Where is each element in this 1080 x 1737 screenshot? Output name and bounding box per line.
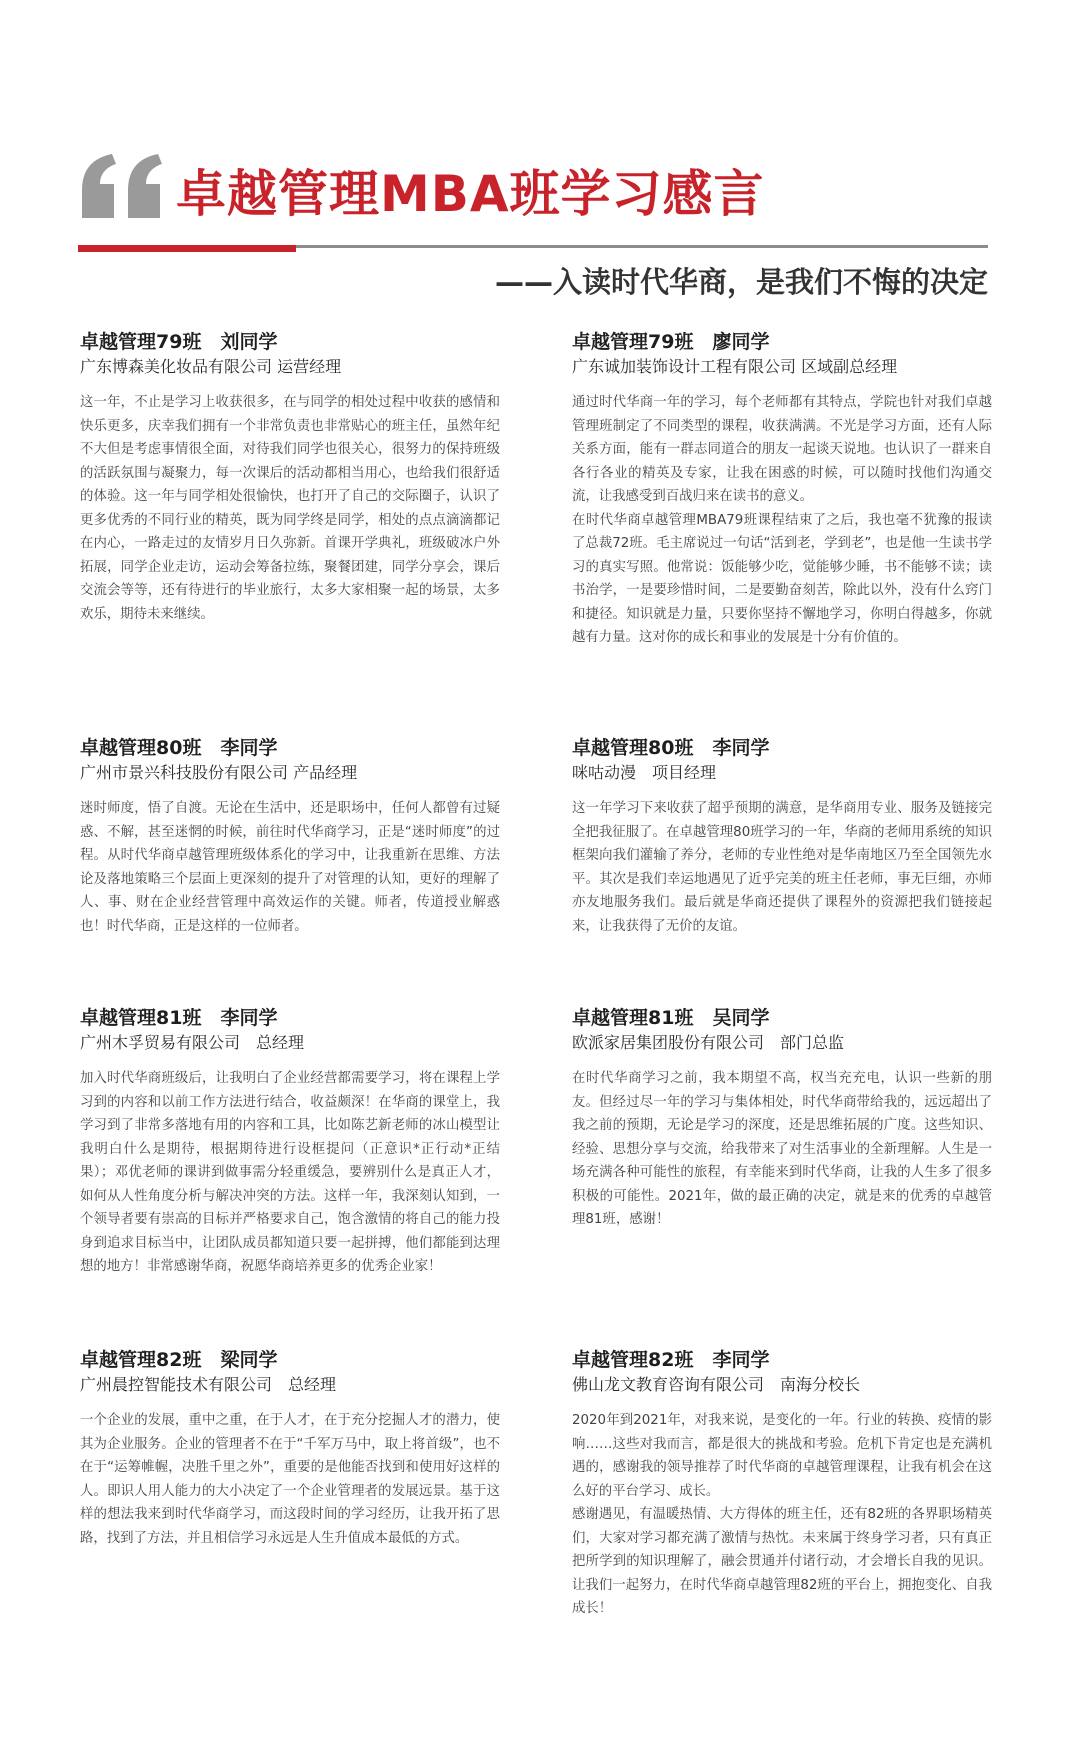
testimonial-company: 广州木孚贸易有限公司 总经理 bbox=[80, 1033, 305, 1052]
testimonial-title: 卓越管理80班 李同学 bbox=[572, 737, 770, 759]
testimonial-body bbox=[80, 391, 500, 626]
testimonial-body bbox=[80, 1409, 500, 1550]
testimonial-body bbox=[572, 391, 992, 650]
testimonial-title: 卓越管理82班 李同学 bbox=[572, 1349, 770, 1371]
testimonial-card bbox=[80, 330, 500, 626]
testimonial-title: 卓越管理81班 吴同学 bbox=[572, 1007, 770, 1029]
testimonial-card bbox=[80, 1348, 500, 1550]
testimonial-card bbox=[572, 1348, 992, 1621]
testimonial-card bbox=[80, 736, 500, 938]
testimonial-card bbox=[572, 330, 992, 650]
testimonial-body bbox=[572, 797, 992, 938]
testimonial-card bbox=[80, 1006, 500, 1279]
testimonial-company: 广州晨控智能技术有限公司 总经理 bbox=[80, 1375, 337, 1394]
testimonial-body bbox=[572, 1409, 992, 1621]
page-subtitle: ——入读时代华商，是我们不悔的决定 bbox=[494, 265, 988, 299]
title-accent-bar bbox=[78, 245, 296, 252]
testimonial-paragraph: 通过时代华商一年的学习，每个老师都有其特点，学院也针对我们卓越管理班制定了不同类型的课程，收获满满。不光是学习方面，还有人际关系方面，能有一群志同道合的朋友一起谈天说地。也认识了一群来自各行各业的精英及专家，让我在困惑的时候，可以随时找他们沟通交流，让我感受到百战归来在读书的意义。 bbox=[572, 395, 992, 504]
testimonial-title: 卓越管理79班 刘同学 bbox=[80, 331, 278, 353]
testimonial-paragraph: 迷时师度，悟了自渡。无论在生活中，还是职场中，任何人都曾有过疑惑、不解，甚至迷惘的时候，前往时代华商学习，正是“迷时师度”的过程。从时代华商卓越管理班级体系化的学习中，让我重新在思维、方法论及落地策略三个层面上更深刻的提升了对管理的认知，更好的理解了人、事、财在企业经营管理中高效运作的关键。师者，传道授业解惑也！时代华商，正是这样的一位师者。 bbox=[80, 801, 500, 934]
testimonial-company: 佛山龙文教育咨询有限公司 南海分校长 bbox=[572, 1375, 861, 1394]
testimonial-card bbox=[572, 1006, 992, 1232]
testimonial-company: 广州市景兴科技股份有限公司 产品经理 bbox=[80, 763, 358, 782]
testimonial-company: 广东诚加装饰设计工程有限公司 区域副总经理 bbox=[572, 357, 898, 376]
testimonial-paragraph: 加入时代华商班级后，让我明白了企业经营都需要学习，将在课程上学习到的内容和以前工作方法进行结合，收益颇深！在华商的课堂上，我学习到了非常多落地有用的内容和工具，比如陈艺新老师的冰山模型让我明白什么是期待，根据期待进行设框提问（正意识*正行动*正结果）；邓优老师的课讲到做事需分轻重缓急，要辨别什么是真正人才，如何从人性角度分析与解决冲突的方法。这样一年，我深刻认知到，一个领导者要有崇高的目标并严格要求自己，饱含激情的将自己的能力投身到追求目标当中，让团队成员都知道只要一起拼搏，他们都能到达理想的地方！非常感谢华商，祝愿华商培养更多的优秀企业家！ bbox=[80, 1071, 500, 1274]
testimonial-body bbox=[572, 1067, 992, 1232]
testimonial-title: 卓越管理80班 李同学 bbox=[80, 737, 278, 759]
testimonial-paragraph: 这一年，不止是学习上收获很多，在与同学的相处过程中收获的感情和快乐更多，庆幸我们拥有一个非常负责也非常贴心的班主任，虽然年纪不大但是考虑事情很全面，对待我们同学也很关心，很努力的保持班级的活跃氛围与凝聚力，每一次课后的活动都相当用心，也给我们很舒适的体验。这一年与同学相处很愉快，也打开了自己的交际圈子，认识了更多优秀的不同行业的精英，既为同学终是同学，相处的点点滴滴都记在内心，一路走过的友情岁月日久弥新。首课开学典礼，班级破冰户外拓展，同学企业走访，运动会筹备拉练，聚餐团建，同学分享会，课后交流会等等，还有待进行的毕业旅行，太多大家相聚一起的场景，太多欢乐，期待未来继续。 bbox=[80, 395, 500, 622]
testimonial-title: 卓越管理79班 廖同学 bbox=[572, 331, 770, 353]
testimonial-paragraph: 一个企业的发展，重中之重，在于人才，在于充分挖掘人才的潜力，使其为企业服务。企业的管理者不在于“千军万马中，取上将首级”，也不在于“运筹帷幄，决胜千里之外”，重要的是他能否找到和使用好这样的人。即识人用人能力的大小决定了一个企业管理者的发展远景。基于这样的想法我来到时代华商学习，而这段时间的学习经历，让我开拓了思路，找到了方法，并且相信学习永远是人生升值成本最低的方式。 bbox=[80, 1413, 500, 1546]
testimonial-paragraph: 2020年到2021年，对我来说，是变化的一年。行业的转换、疫情的影响……这些对我而言，都是很大的挑战和考验。危机下肯定也是充满机遇的，感谢我的领导推荐了时代华商的卓越管理课程，让我有机会在这么好的平台学习、成长。 bbox=[572, 1413, 992, 1499]
testimonial-title: 卓越管理82班 梁同学 bbox=[80, 1349, 278, 1371]
testimonial-company: 广东博森美化妆品有限公司 运营经理 bbox=[80, 357, 342, 376]
testimonial-paragraph: 这一年学习下来收获了超乎预期的满意，是华商用专业、服务及链接完全把我征服了。在卓越管理80班学习的一年，华商的老师用系统的知识框架向我们灌输了养分，老师的专业性绝对是华南地区乃至全国领先水平。其次是我们幸运地遇见了近乎完美的班主任老师，事无巨细，亦师亦友地服务我们。最后就是华商还提供了课程外的资源把我们链接起来，让我获得了无价的友谊。 bbox=[572, 801, 992, 934]
testimonial-paragraph: 在时代华商学习之前，我本期望不高，权当充充电，认识一些新的朋友。但经过尽一年的学习与集体相处，时代华商带给我的，远远超出了我之前的预期，无论是学习的深度，还是思维拓展的广度。这些知识、经验、思想分享与交流，给我带来了对生活事业的全新理解。人生是一场充满各种可能性的旅程，有幸能来到时代华商，让我的人生多了很多积极的可能性。2021年，做的最正确的决定，就是来的优秀的卓越管理81班，感谢！ bbox=[572, 1071, 992, 1227]
testimonial-company: 咪咕动漫 项目经理 bbox=[572, 763, 717, 782]
testimonial-body bbox=[80, 1067, 500, 1279]
testimonial-title: 卓越管理81班 李同学 bbox=[80, 1007, 278, 1029]
open-quote-icon bbox=[78, 152, 170, 222]
page-title: 卓越管理MBA班学习感言 bbox=[176, 165, 765, 223]
testimonial-paragraph: 在时代华商卓越管理MBA79班课程结束了之后，我也毫不犹豫的报读了总裁72班。毛主席说过一句话“活到老，学到老”，也是他一生读书学习的真实写照。他常说：饭能够少吃，觉能够少睡，书不能够不读；读书治学，一是要珍惜时间，二是要勤奋刻苦，除此以外，没有什么窍门和捷径。知识就是力量，只要你坚持不懈地学习，你明白得越多，你就越有力量。这对你的成长和事业的发展是十分有价值的。 bbox=[572, 512, 992, 645]
testimonial-paragraph: 感谢遇见，有温暖热情、大方得体的班主任，还有82班的各界职场精英们，大家对学习都充满了激情与热忱。未来属于终身学习者，只有真正把所学到的知识理解了，融会贯通并付诸行动，才会增长自我的见识。让我们一起努力，在时代华商卓越管理82班的平台上，拥抱变化、自我成长！ bbox=[572, 1507, 992, 1616]
testimonial-card bbox=[572, 736, 992, 938]
testimonial-body bbox=[80, 797, 500, 938]
testimonial-company: 欧派家居集团股份有限公司 部门总监 bbox=[572, 1033, 845, 1052]
